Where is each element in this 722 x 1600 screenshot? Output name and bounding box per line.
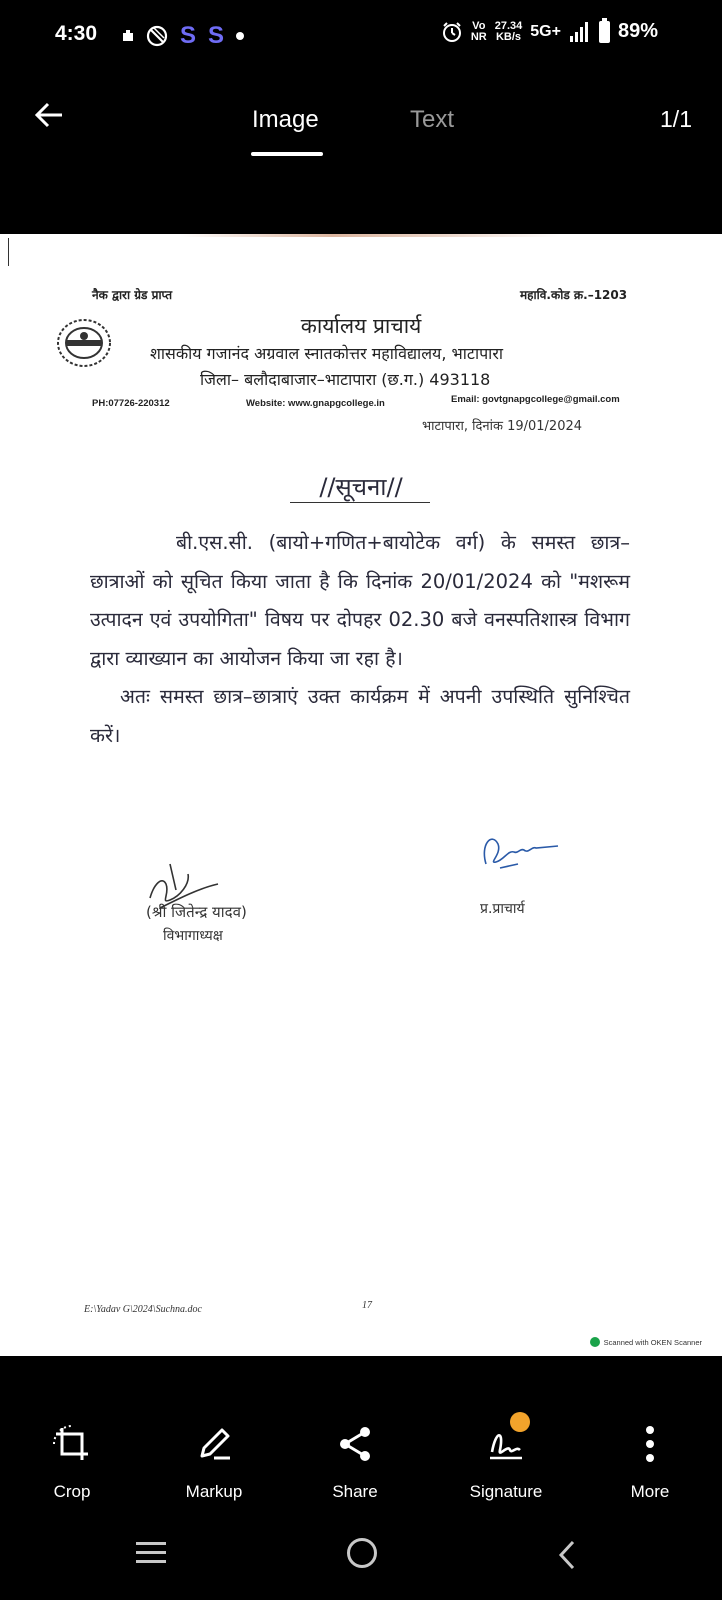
- college-name: शासकीय गजानंद अग्रवाल स्नातकोत्तर महाविद्यालय, भाटापारा: [150, 344, 504, 363]
- signal-icon: [569, 22, 591, 42]
- signatory-2-role: प्र.प्राचार्य: [480, 901, 525, 917]
- more-vertical-icon: [644, 1424, 656, 1464]
- app-s-icon-2: S: [208, 22, 225, 49]
- signatory-1-role: विभागाध्यक्ष: [163, 928, 223, 944]
- recent-apps-icon[interactable]: [136, 1542, 166, 1569]
- share-button[interactable]: Share: [295, 1420, 415, 1502]
- tab-text[interactable]: Text: [410, 106, 455, 133]
- status-time: 4:30: [55, 22, 98, 45]
- district-address: जिला– बलौदाबाजार–भाटापारा (छ.ग.) 493118: [200, 370, 491, 389]
- email: Email: govtgnapgcollege@gmail.com: [451, 394, 620, 405]
- document-image[interactable]: [0, 234, 722, 1356]
- page-number: 17: [362, 1300, 372, 1311]
- tab-indicator: [251, 152, 323, 156]
- crop-button[interactable]: Crop: [12, 1420, 132, 1502]
- scanner-watermark: Scanned with OKEN Scanner: [590, 1337, 702, 1347]
- signatory-1-name: (श्री जितेन्द्र यादव): [146, 903, 247, 921]
- system-nav-bar: [0, 1530, 722, 1590]
- naac-text: नैक द्वारा ग्रेड प्राप्त: [92, 288, 173, 302]
- page-count: 1/1: [660, 106, 692, 132]
- notice-body: [90, 524, 630, 755]
- battery-icon: [599, 21, 610, 43]
- back-arrow-icon[interactable]: [34, 100, 64, 130]
- bottom-toolbar: [0, 1420, 722, 1510]
- system-back-icon[interactable]: [555, 1538, 579, 1572]
- website: Website: www.gnapgcollege.in: [246, 398, 385, 409]
- date-line: भाटापारा, दिनांक 19/01/2024: [422, 419, 583, 434]
- notice-title: //सूचना//: [319, 473, 403, 501]
- crop-icon: [52, 1424, 92, 1464]
- signature-principal: [478, 824, 578, 874]
- office-title: कार्यालय प्राचार्य: [300, 314, 422, 338]
- markup-button[interactable]: Markup: [154, 1420, 274, 1502]
- pencil-icon: [194, 1424, 234, 1464]
- do-not-disturb-icon: [146, 25, 168, 47]
- network-speed: 27.34 KB/s: [494, 19, 523, 43]
- paragraph-2: अतः समस्त छात्र–छात्राएं उक्त कार्यक्रम में अपनी उपस्थिति सुनिश्चित करें।: [90, 685, 630, 747]
- vonr-indicator: Vo NR: [470, 19, 487, 43]
- battery-percent: 89%: [617, 20, 658, 42]
- premium-crown-icon: [510, 1412, 530, 1432]
- top-nav: [0, 80, 722, 170]
- college-code: महावि.कोड क्र.–1203: [520, 288, 628, 302]
- tab-image[interactable]: Image: [252, 106, 319, 133]
- paragraph-1: बी.एस.सी. (बायो+गणित+बायोटेक वर्ग) के समस्त छात्र–छात्राओं को सूचित किया जाता है कि दिनांक 20/01/2024 को "मशरूम उत्पादन एवं उपयोगिता" विषय पर दोपहर 02.30 बजे वनस्पतिशास्त्र विभाग द्वारा व्याख्यान का आयोजन किया जा रहा है।: [90, 531, 630, 670]
- notification-icon: [122, 30, 134, 42]
- file-path: E:\Yadav G\2024\Suchna.doc: [84, 1304, 202, 1315]
- home-icon[interactable]: [347, 1538, 377, 1568]
- signature-button[interactable]: Signature: [446, 1420, 566, 1502]
- status-bar: [0, 0, 722, 72]
- more-button[interactable]: More: [590, 1420, 710, 1502]
- phone-number: PH:07726-220312: [92, 398, 170, 409]
- alarm-icon: [441, 21, 463, 43]
- network-type: 5G+: [530, 22, 561, 40]
- app-s-icon: S: [180, 22, 197, 49]
- share-icon: [335, 1424, 375, 1464]
- scanner-logo-icon: [590, 1337, 600, 1347]
- dot-icon: [236, 32, 244, 40]
